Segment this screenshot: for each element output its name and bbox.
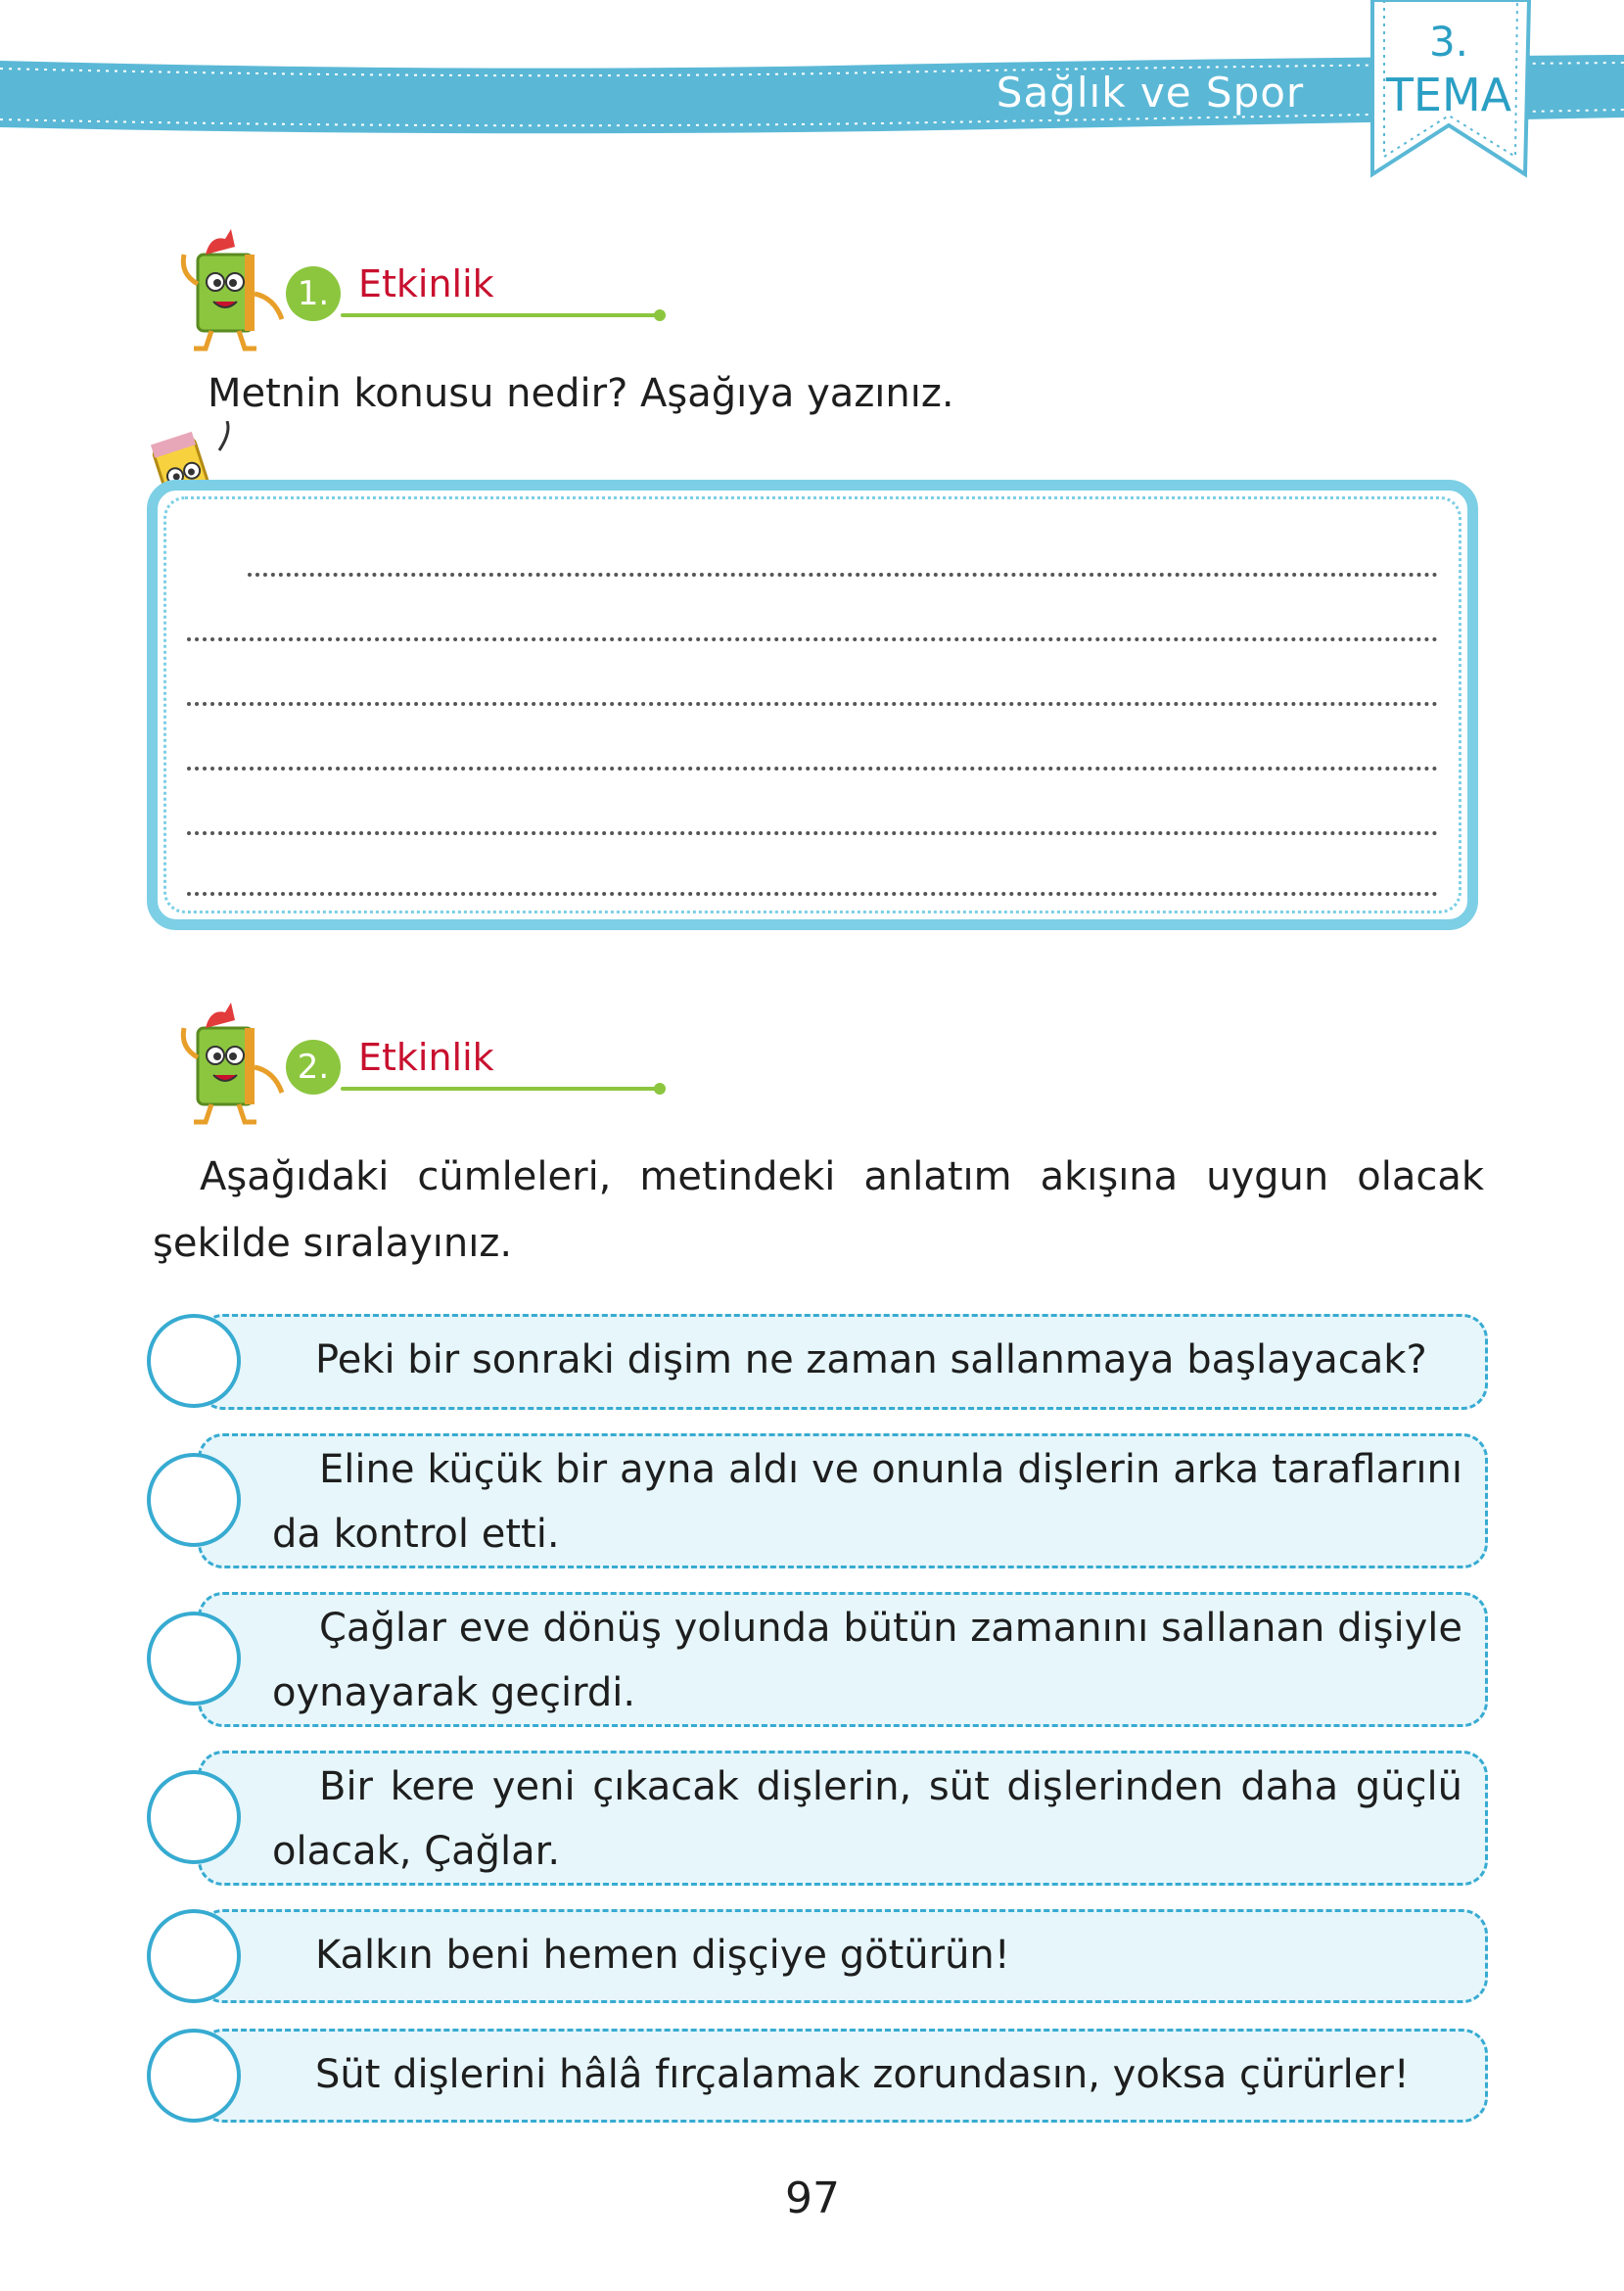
sentence-text-1: Peki bir sonraki dişim ne zaman sallanmaya başlayacak?	[315, 1337, 1427, 1382]
tema-label: TEMA	[1385, 69, 1512, 121]
activity-1-question: Metnin konusu nedir? Aşağıya yazınız.	[208, 371, 954, 416]
page-number: 97	[785, 2174, 840, 2223]
activity-1-number: 1.	[286, 266, 341, 321]
activity-1-underline	[341, 313, 660, 317]
order-circle-2[interactable]	[147, 1453, 241, 1547]
sentence-text-4: Bir kere yeni çıkacak dişlerin, süt dişlerinden daha güçlü olacak, Çağlar.	[272, 1764, 1462, 1874]
activity-2-underline	[341, 1087, 660, 1091]
answer-line-1[interactable]	[248, 573, 1438, 577]
order-circle-6[interactable]	[147, 2029, 241, 2123]
order-item-2	[147, 1433, 1488, 1568]
order-item-4	[147, 1751, 1488, 1886]
order-item-3	[147, 1592, 1488, 1727]
order-circle-1[interactable]	[147, 1314, 241, 1408]
order-circle-5[interactable]	[147, 1909, 241, 2003]
activity-2-label: Etkinlik	[358, 1036, 494, 1079]
answer-box[interactable]	[147, 480, 1478, 930]
order-circle-4[interactable]	[147, 1770, 241, 1864]
order-item-6	[147, 2029, 1488, 2123]
sentence-text-5: Kalkın beni hemen dişçiye götürün!	[315, 1933, 1010, 1978]
order-circle-3[interactable]	[147, 1612, 241, 1706]
answer-line-3[interactable]	[187, 702, 1438, 706]
tema-number: 3.	[1428, 18, 1469, 66]
activity-1-label: Etkinlik	[358, 262, 494, 305]
activity-2-header	[176, 989, 529, 1126]
book-mascot-icon	[176, 225, 284, 352]
answer-line-5[interactable]	[187, 831, 1438, 835]
activity-2-instruction: Aşağıdaki cümleleri, metindeki anlatım akışına uygun olacak şekilde sıralayınız.	[153, 1154, 1484, 1266]
sentence-text-6: Süt dişlerini hâlâ fırçalamak zorundasın, yoksa çürürler!	[315, 2052, 1410, 2097]
answer-line-6[interactable]	[187, 892, 1438, 896]
sentence-text-2: Eline küçük bir ayna aldı ve onunla dişlerin arka taraflarını da kontrol etti.	[272, 1447, 1462, 1557]
theme-title: Sağlık ve Spor	[996, 69, 1305, 117]
activity-2-number: 2.	[286, 1040, 341, 1095]
answer-line-4[interactable]	[187, 767, 1438, 771]
answer-line-2[interactable]	[187, 637, 1438, 641]
sentence-text-3: Çağlar eve dönüş yolunda bütün zamanını sallanan dişiyle oynayarak geçirdi.	[272, 1606, 1462, 1715]
activity-1-header	[176, 215, 529, 352]
order-item-1	[147, 1314, 1488, 1410]
book-mascot-icon	[176, 999, 284, 1126]
order-item-5	[147, 1909, 1488, 2003]
